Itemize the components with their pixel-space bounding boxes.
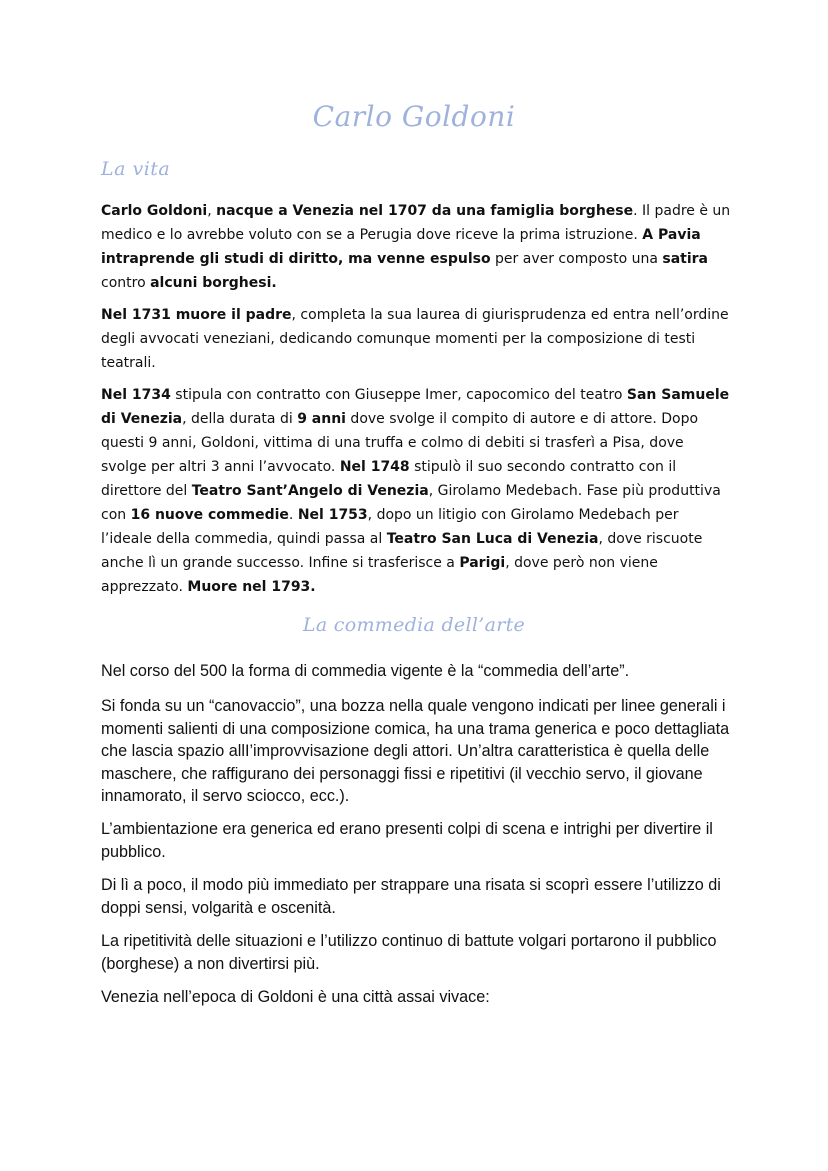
text-run: , <box>207 203 217 219</box>
document-title: Carlo Goldoni <box>312 100 516 133</box>
text-run: stipula con contratto con Giuseppe Imer, capocomico del teatro <box>170 387 627 403</box>
bold-text-run: Carlo Goldoni <box>101 203 208 219</box>
bold-text-run: Teatro Sant’Angelo di Venezia <box>191 483 429 499</box>
text-run: per aver composto una <box>490 251 663 267</box>
paragraph-commedia-6: Venezia nell’epoca di Goldoni è una città assai vivace: <box>101 988 490 1006</box>
bold-text-run: alcuni borghesi. <box>150 275 277 291</box>
section-heading-la-vita: La vita <box>101 158 171 180</box>
paragraph-commedia-5: La ripetitività delle situazioni e l’utilizzo continuo di battute volgari portarono il pubblico (borghese) a non divertirsi più. <box>101 932 717 973</box>
paragraph-vita-3 <box>101 383 733 599</box>
text-run: , completa la sua laurea di giurisprudenza ed entra nell’ordine degli avvocati veneziani, dedicando comunque momenti per la composizione di testi teatrali. <box>101 307 729 371</box>
paragraph-commedia-2: Si fonda su un “canovaccio”, una bozza nella quale vengono indicati per linee generali i momenti salienti di una composizione comica, ha una trama generica e poco dettagliata che lascia spazio allI’improvvisazione degli attori. Un’altra caratteristica è quella delle maschere, che raffigurano dei personaggi fissi e ripetitivi (il vecchio servo, il giovane innamorato, il servo sciocco, ecc.). <box>101 697 730 805</box>
bold-text-run: 9 anni <box>297 411 346 427</box>
paragraph-commedia-1: Nel corso del 500 la forma di commedia vigente è la “commedia dell’arte”. <box>101 662 630 680</box>
text-run: , Girolamo Medebach. Fase più produttiva con <box>101 483 721 523</box>
bold-text-run: nacque a Venezia nel 1707 da una famiglia borghese <box>216 203 634 219</box>
bold-text-run: satira <box>662 251 708 267</box>
text-run: , dove riscuote anche lì un grande successo. Infine si trasferisce a <box>101 531 703 571</box>
paragraph-vita-1 <box>101 199 733 295</box>
text-run: stipulò il suo secondo contratto con il direttore del <box>101 459 677 499</box>
bold-text-run: Nel 1731 muore il padre <box>101 307 292 323</box>
text-run: . Il padre è un medico e lo avrebbe voluto con se a Perugia dove riceve la prima istruzione. <box>101 203 731 243</box>
paragraph-commedia-3: L’ambientazione era generica ed erano presenti colpi di scena e intrighi per divertire il pubblico. <box>101 820 713 861</box>
paragraph-vita-2 <box>101 303 733 375</box>
bold-text-run: Teatro San Luca di Venezia <box>386 531 599 547</box>
text-run: , della durata di <box>182 411 298 427</box>
text-run: . <box>288 507 298 523</box>
text-run: , dopo un litigio con Girolamo Medebach per l’ideale della commedia, quindi passa al <box>101 507 679 547</box>
bold-text-run: Nel 1753 <box>297 507 368 523</box>
bold-text-run: A Pavia intraprende gli studi di diritto, ma venne espulso <box>101 227 701 267</box>
bold-text-run: San Samuele di Venezia <box>101 387 730 427</box>
text-run: dove svolge il compito di autore e di attore. Dopo questi 9 anni, Goldoni, vittima di una truffa e colmo di debiti si trasferì a Pisa, dove svolge per altri 3 anni l’avvocato. <box>101 411 699 475</box>
bold-text-run: Nel 1748 <box>339 459 410 475</box>
paragraph-commedia-4: Di lì a poco, il modo più immediato per strappare una risata si scoprì essere l’utilizzo di doppi sensi, volgarità e oscenità. <box>101 876 721 917</box>
bold-text-run: Parigi <box>459 555 506 571</box>
bold-text-run: 16 nuove commedie <box>130 507 289 523</box>
text-run: contro <box>101 275 151 291</box>
bold-text-run: Nel 1734 <box>101 387 171 403</box>
bold-text-run: Muore nel 1793. <box>187 579 316 595</box>
text-run: , dove però non viene apprezzato. <box>101 555 658 595</box>
section-heading-commedia-arte: La commedia dell’arte <box>302 614 526 636</box>
